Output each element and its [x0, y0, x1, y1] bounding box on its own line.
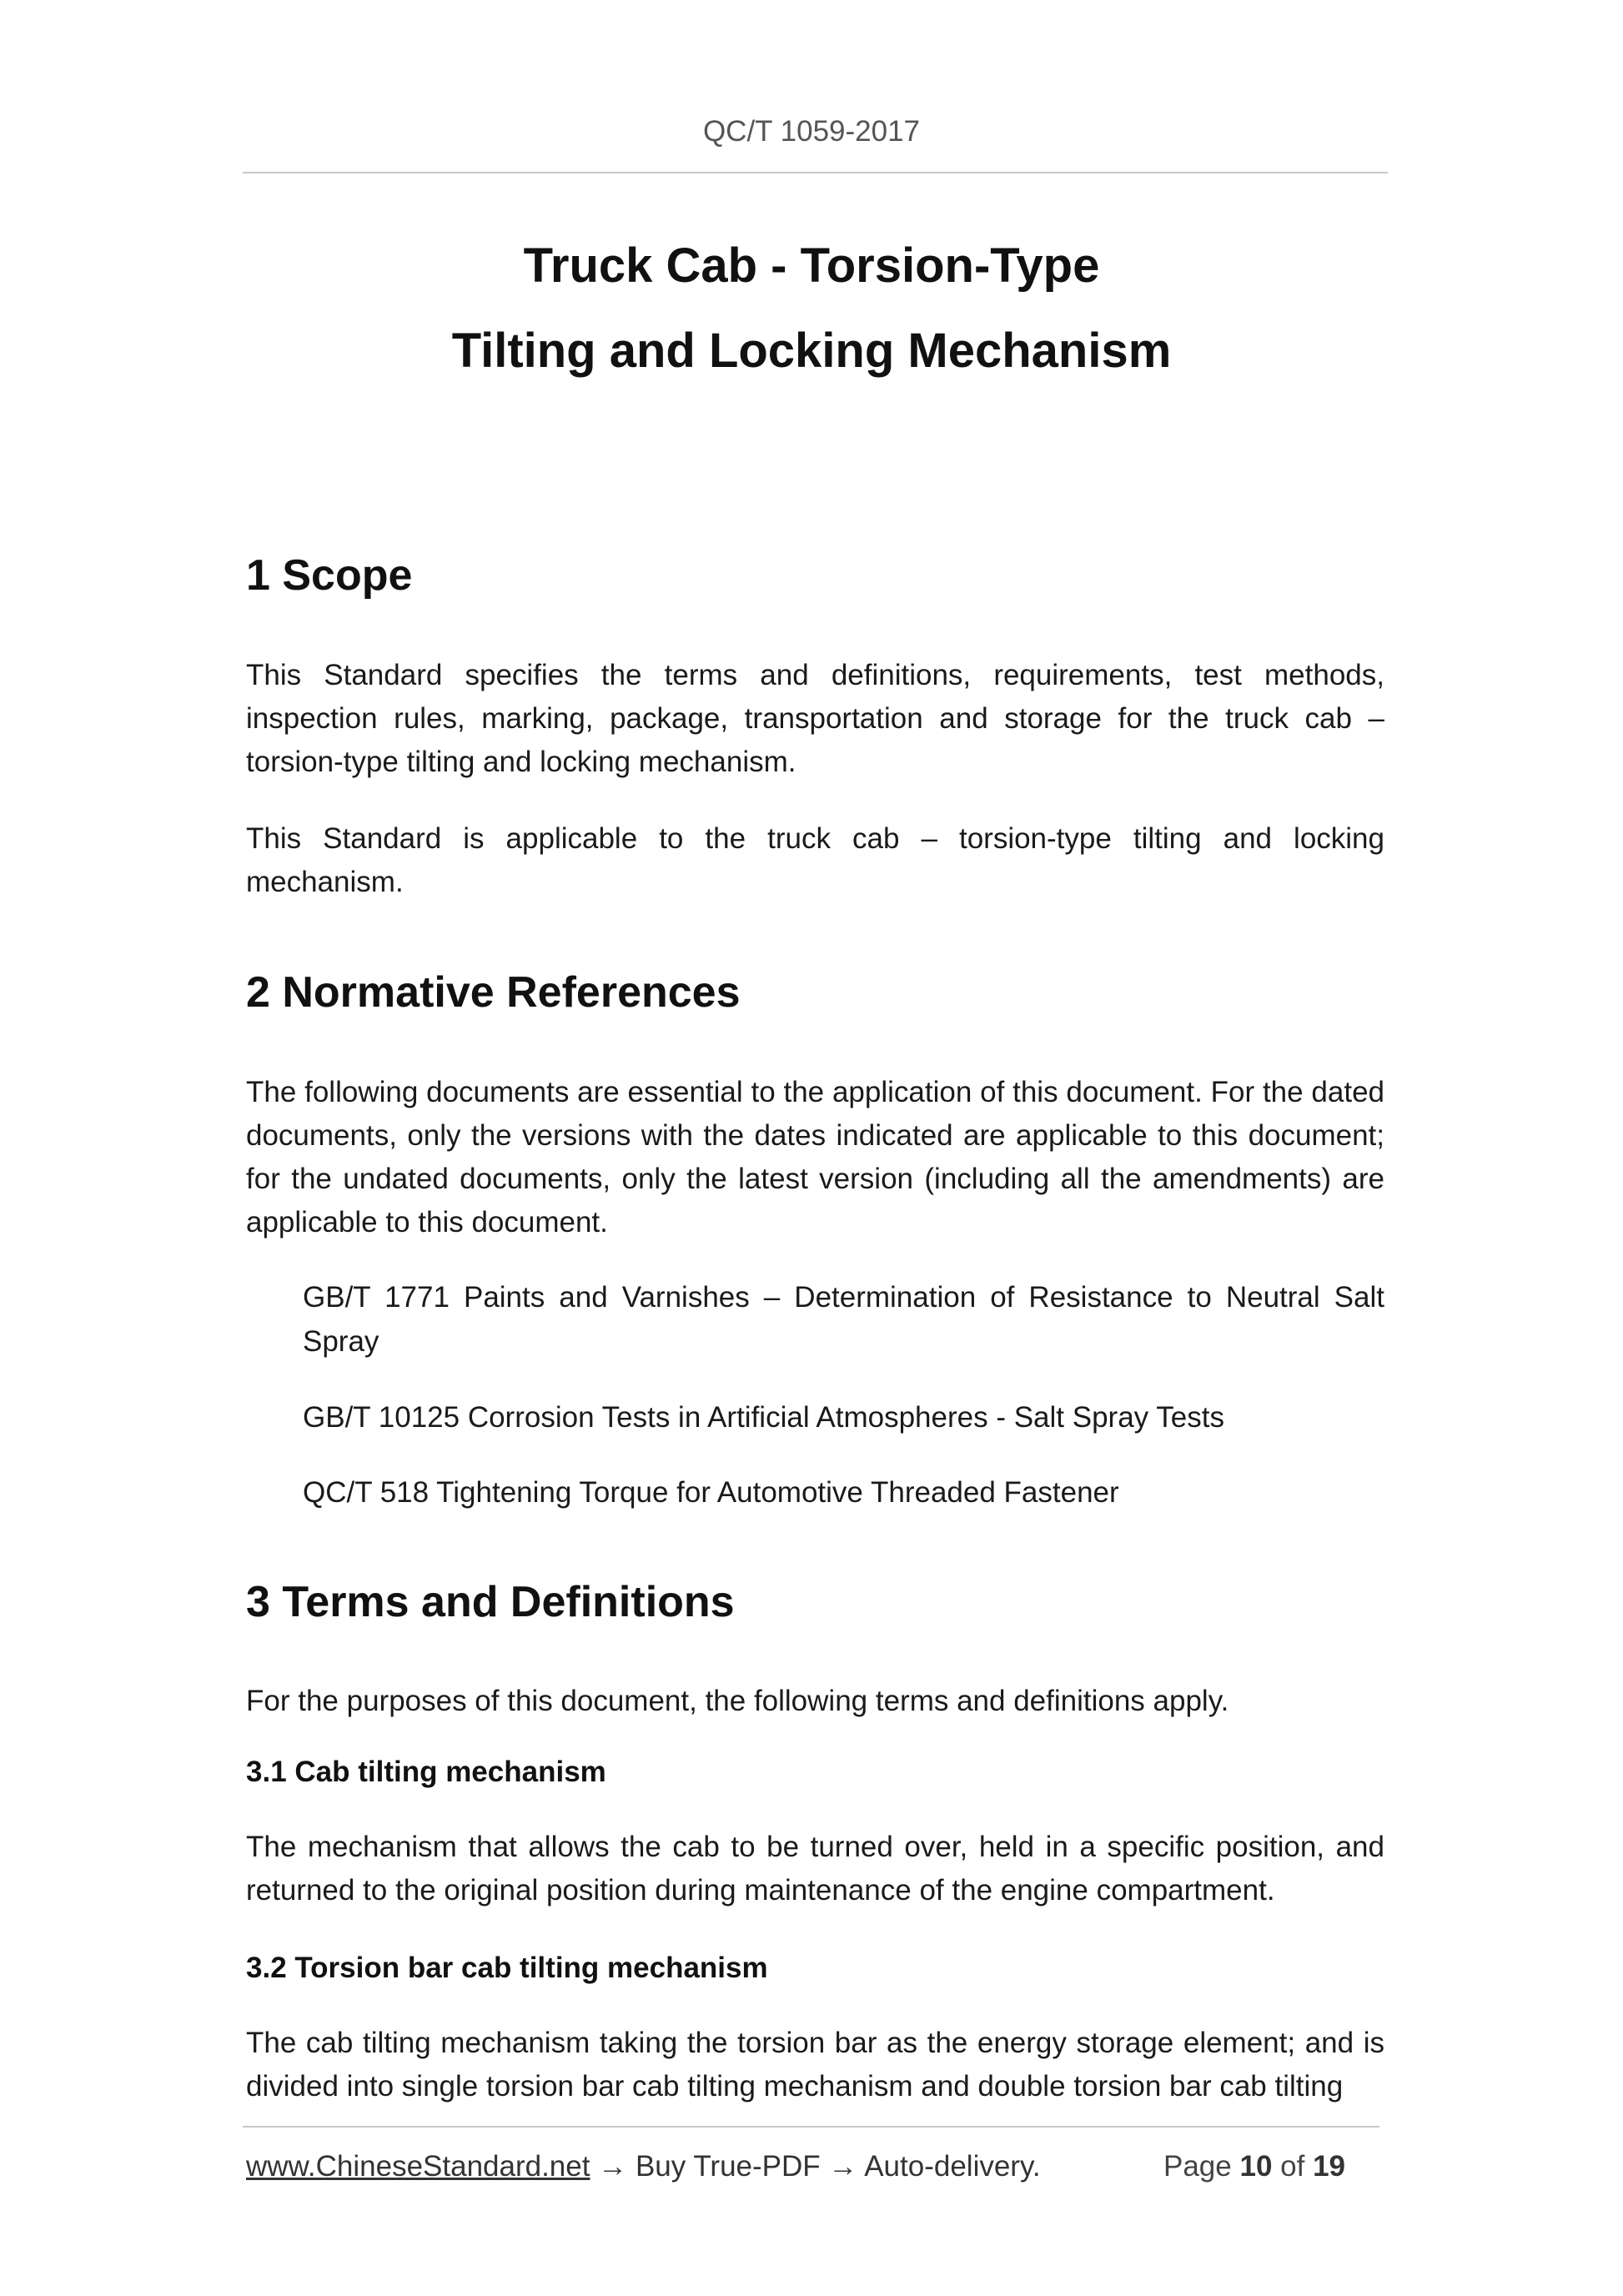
term-definition-3-2: The cab tilting mechanism taking the torsion bar as the energy storage element; and is divided into single torsion bar cab tilting mechanism and double torsion bar cab tilting	[246, 2027, 1384, 2103]
document-title-line-1: Truck Cab - Torsion-Type	[523, 239, 1100, 293]
reference-item-gbt-10125: GB/T 10125 Corrosion Tests in Artificial Atmospheres - Salt Spray Tests	[303, 1401, 1224, 1434]
reference-item-gbt-1771: GB/T 1771 Paints and Varnishes – Determination of Resistance to Neutral Salt Spray	[303, 1281, 1384, 1358]
section-heading-terms-definitions: 3 Terms and Definitions	[246, 1578, 735, 1626]
arrow-right-icon: →	[828, 2150, 858, 2183]
footer-divider	[243, 2126, 1379, 2128]
term-definition-3-1: The mechanism that allows the cab to be turned over, held in a specific position, and returned to the original position during maintenance of the engine compartment.	[246, 1831, 1384, 1907]
scope-paragraph-1: This Standard specifies the terms and definitions, requirements, test methods, inspection rules, marking, package, transportation and storage for the truck cab – torsion-type tilting and locking mechanism.	[246, 659, 1384, 778]
page-total: 19	[1313, 2150, 1346, 2183]
section-heading-scope: 1 Scope	[246, 551, 413, 600]
page-number: 10	[1239, 2150, 1273, 2183]
page-of-label: of	[1280, 2150, 1305, 2183]
page-indicator	[1163, 2150, 1345, 2183]
arrow-right-icon: →	[598, 2150, 628, 2183]
footer-promo	[246, 2150, 1041, 2183]
normative-paragraph: The following documents are essential to the application of this document. For the dated documents, only the versions with the dates indicated are applicable to this document; for the undated documents, only the latest version (including all the amendments) are applicable to this document.	[246, 1076, 1384, 1238]
page-label: Page	[1163, 2150, 1232, 2183]
term-heading-3-1: 3.1 Cab tilting mechanism	[246, 1756, 606, 1788]
website-link[interactable]: www.ChineseStandard.net	[246, 2150, 590, 2183]
section-heading-normative-references: 2 Normative References	[246, 968, 741, 1017]
header-standard-code: QC/T 1059-2017	[702, 115, 921, 148]
scope-paragraph-2: This Standard is applicable to the truck cab – torsion-type tilting and locking mechanism.	[246, 822, 1384, 898]
term-heading-3-2: 3.2 Torsion bar cab tilting mechanism	[246, 1952, 768, 1984]
footer-delivery-text: Auto-delivery.	[864, 2150, 1041, 2183]
header-divider	[243, 172, 1388, 173]
document-title-line-2: Tilting and Locking Mechanism	[451, 324, 1172, 378]
reference-item-qct-518: QC/T 518 Tightening Torque for Automotive Threaded Fastener	[303, 1476, 1119, 1509]
footer-buy-text: Buy True-PDF	[635, 2150, 821, 2183]
terms-intro-paragraph: For the purposes of this document, the following terms and definitions apply.	[246, 1685, 1229, 1717]
